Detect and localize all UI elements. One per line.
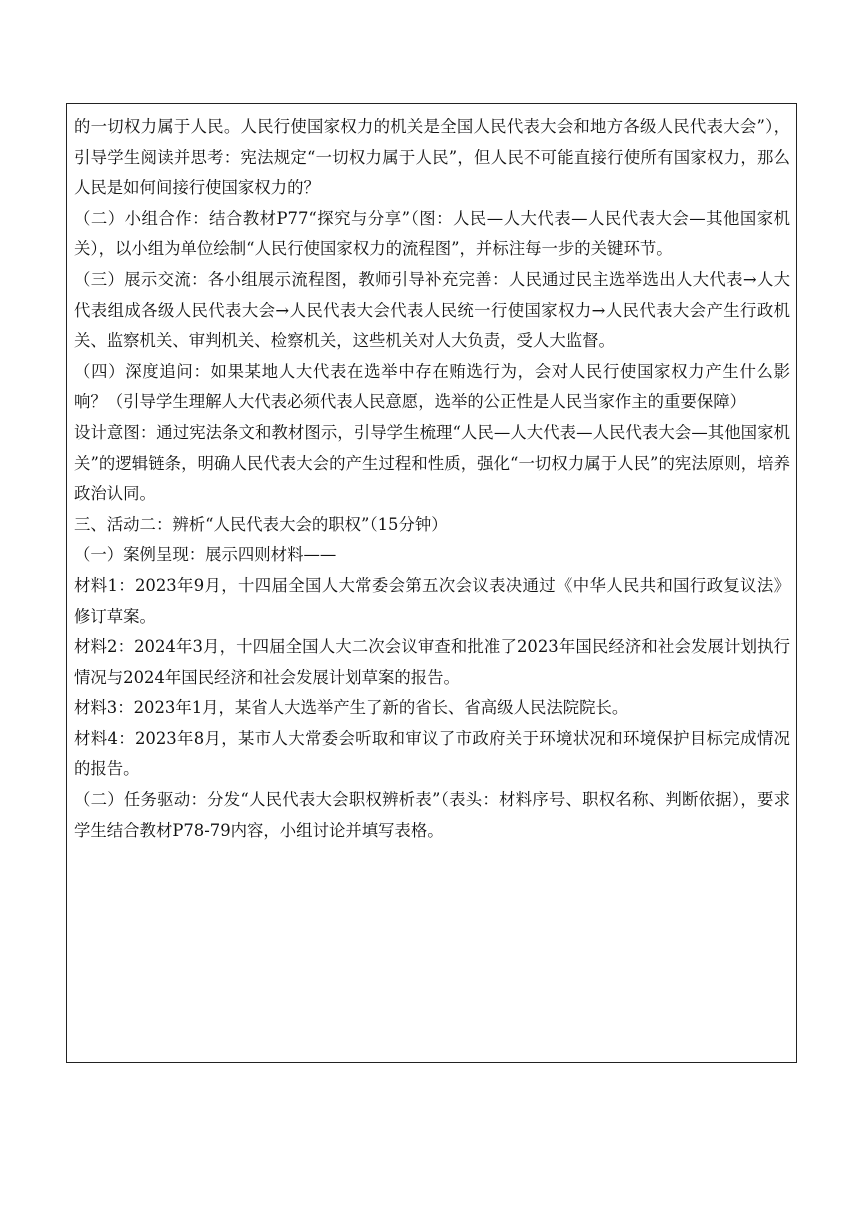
paragraph-group-cooperation: （二）小组合作：结合教材P77“探究与分享”（图：人民—人大代表—人民代表大会—其他国家机关），以小组为单位绘制“人民行使国家权力的流程图”，并标注每一步的关键环节。 <box>74 208 790 259</box>
paragraph-constitution-question: 的一切权力属于人民。人民行使国家权力的机关是全国人民代表大会和地方各级人民代表大会”），引导学生阅读并思考：宪法规定“一切权力属于人民”，但人民不可能直接行使所有国家权力，那么人民是如何间接行使国家权力的？ <box>74 117 790 198</box>
paragraph-deep-questioning: （四）深度追问：如果某地人大代表在选举中存在贿选行为，会对人民行使国家权力产生什么影响？（引导学生理解人大代表必须代表人民意愿，选举的公正性是人民当家作主的重要保障） <box>74 361 790 412</box>
document-body <box>74 112 790 846</box>
section-heading-activity-two: 三、活动二：辨析“人民代表大会的职权”（15分钟） <box>74 514 448 534</box>
paragraph-design-intent: 设计意图：通过宪法条文和教材图示，引导学生梳理“人民—人大代表—人民代表大会—其他国家机关”的逻辑链条，明确人民代表大会的产生过程和性质，强化“一切权力属于人民”的宪法原则，培养政治认同。 <box>74 422 790 504</box>
material-2: 材料2：2024年3月，十四届全国人大二次会议审查和批准了2023年国民经济和社会发展计划执行情况与2024年国民经济和社会发展计划草案的报告。 <box>74 637 790 687</box>
material-1: 材料1：2023年9月，十四届全国人大常委会第五次会议表决通过《中华人民共和国行政复议法》修订草案。 <box>74 575 790 626</box>
material-3: 材料3：2023年1月，某省人大选举产生了新的省长、省高级人民法院院长。 <box>74 698 629 718</box>
paragraph-case-presentation: （一）案例呈现：展示四则材料—— <box>74 545 337 565</box>
material-4: 材料4：2023年8月，某市人大常委会听取和审议了市政府关于环境状况和环境保护目标完成情况的报告。 <box>74 728 790 779</box>
paragraph-presentation-exchange: （三）展示交流：各小组展示流程图，教师引导补充完善：人民通过民主选举选出人大代表→人大代表组成各级人民代表大会→人民代表大会代表人民统一行使国家权力→人民代表大会产生行政机关、监察机关、审判机关、检察机关，这些机关对人大负责，受人大监督。 <box>74 269 790 351</box>
paragraph-task-driven: （二）任务驱动：分发“人民代表大会职权辨析表”（表头：材料序号、职权名称、判断依据），要求学生结合教材P78-79内容，小组讨论并填写表格。 <box>74 790 790 840</box>
